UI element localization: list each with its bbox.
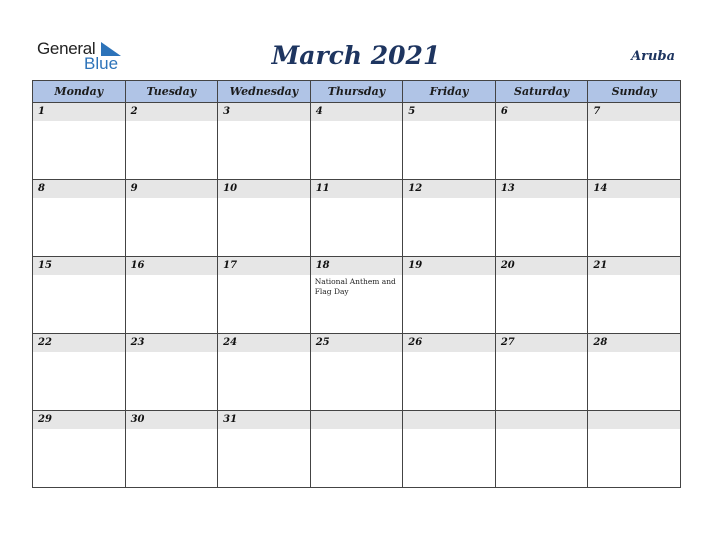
day-number: 27 bbox=[496, 334, 588, 352]
day-number: 11 bbox=[311, 180, 403, 198]
day-number: 8 bbox=[33, 180, 125, 198]
day-cell bbox=[125, 257, 218, 334]
day-cell bbox=[218, 180, 311, 257]
weekday-header: Thursday bbox=[310, 81, 403, 103]
day-cell bbox=[588, 257, 681, 334]
day-cell bbox=[495, 257, 588, 334]
day-cell bbox=[588, 180, 681, 257]
day-cell bbox=[218, 334, 311, 411]
calendar-region: Aruba bbox=[631, 49, 675, 64]
weekday-header: Wednesday bbox=[218, 81, 311, 103]
day-cell bbox=[495, 180, 588, 257]
day-number: 19 bbox=[403, 257, 495, 275]
day-number: 9 bbox=[126, 180, 218, 198]
day-cell bbox=[125, 103, 218, 180]
day-number: 18 bbox=[311, 257, 403, 275]
weekday-header: Tuesday bbox=[125, 81, 218, 103]
day-number: 5 bbox=[403, 103, 495, 121]
weekday-header: Monday bbox=[33, 81, 126, 103]
day-number: 1 bbox=[33, 103, 125, 121]
day-cell bbox=[218, 411, 311, 488]
day-number bbox=[403, 411, 495, 429]
day-number: 16 bbox=[126, 257, 218, 275]
empty-day-cell bbox=[495, 411, 588, 488]
weekday-header: Sunday bbox=[588, 81, 681, 103]
day-number: 23 bbox=[126, 334, 218, 352]
day-number bbox=[588, 411, 680, 429]
day-cell bbox=[495, 103, 588, 180]
week-row bbox=[33, 180, 681, 257]
calendar-grid bbox=[32, 80, 681, 488]
logo-text-blue: Blue bbox=[84, 54, 119, 73]
week-row bbox=[33, 411, 681, 488]
day-number: 7 bbox=[588, 103, 680, 121]
day-cell bbox=[125, 180, 218, 257]
day-number: 21 bbox=[588, 257, 680, 275]
day-number: 4 bbox=[311, 103, 403, 121]
day-cell bbox=[403, 257, 496, 334]
day-cell bbox=[33, 334, 126, 411]
day-number: 6 bbox=[496, 103, 588, 121]
day-number: 26 bbox=[403, 334, 495, 352]
calendar-title: March 2021 bbox=[271, 41, 441, 70]
weekday-header: Saturday bbox=[495, 81, 588, 103]
day-cell bbox=[125, 334, 218, 411]
week-row bbox=[33, 257, 681, 334]
day-cell bbox=[403, 334, 496, 411]
day-cell bbox=[310, 180, 403, 257]
day-cell bbox=[33, 411, 126, 488]
day-cell bbox=[33, 257, 126, 334]
day-cell bbox=[588, 103, 681, 180]
weekday-header-row bbox=[33, 81, 681, 103]
day-cell bbox=[310, 257, 403, 334]
empty-day-cell bbox=[403, 411, 496, 488]
day-number: 13 bbox=[496, 180, 588, 198]
day-number: 14 bbox=[588, 180, 680, 198]
day-number: 2 bbox=[126, 103, 218, 121]
day-number: 20 bbox=[496, 257, 588, 275]
day-cell bbox=[588, 334, 681, 411]
day-cell bbox=[310, 334, 403, 411]
day-cell bbox=[310, 103, 403, 180]
day-cell bbox=[403, 180, 496, 257]
week-row bbox=[33, 334, 681, 411]
day-number: 31 bbox=[218, 411, 310, 429]
day-cell bbox=[218, 257, 311, 334]
week-row bbox=[33, 103, 681, 180]
day-number: 22 bbox=[33, 334, 125, 352]
day-cell bbox=[218, 103, 311, 180]
day-number: 3 bbox=[218, 103, 310, 121]
day-number: 17 bbox=[218, 257, 310, 275]
empty-day-cell bbox=[310, 411, 403, 488]
day-number bbox=[311, 411, 403, 429]
day-number: 15 bbox=[33, 257, 125, 275]
day-number: 29 bbox=[33, 411, 125, 429]
day-number: 24 bbox=[218, 334, 310, 352]
holiday-event: National Anthem and Flag Day bbox=[314, 277, 396, 296]
day-cell bbox=[33, 180, 126, 257]
empty-day-cell bbox=[588, 411, 681, 488]
day-number bbox=[496, 411, 588, 429]
day-cell bbox=[403, 103, 496, 180]
day-cell bbox=[33, 103, 126, 180]
logo-text-general: General bbox=[37, 39, 96, 58]
day-number: 30 bbox=[126, 411, 218, 429]
day-cell bbox=[495, 334, 588, 411]
day-number: 25 bbox=[311, 334, 403, 352]
day-cell bbox=[125, 411, 218, 488]
day-number: 10 bbox=[218, 180, 310, 198]
day-number: 12 bbox=[403, 180, 495, 198]
day-number: 28 bbox=[588, 334, 680, 352]
weekday-header: Friday bbox=[403, 81, 496, 103]
